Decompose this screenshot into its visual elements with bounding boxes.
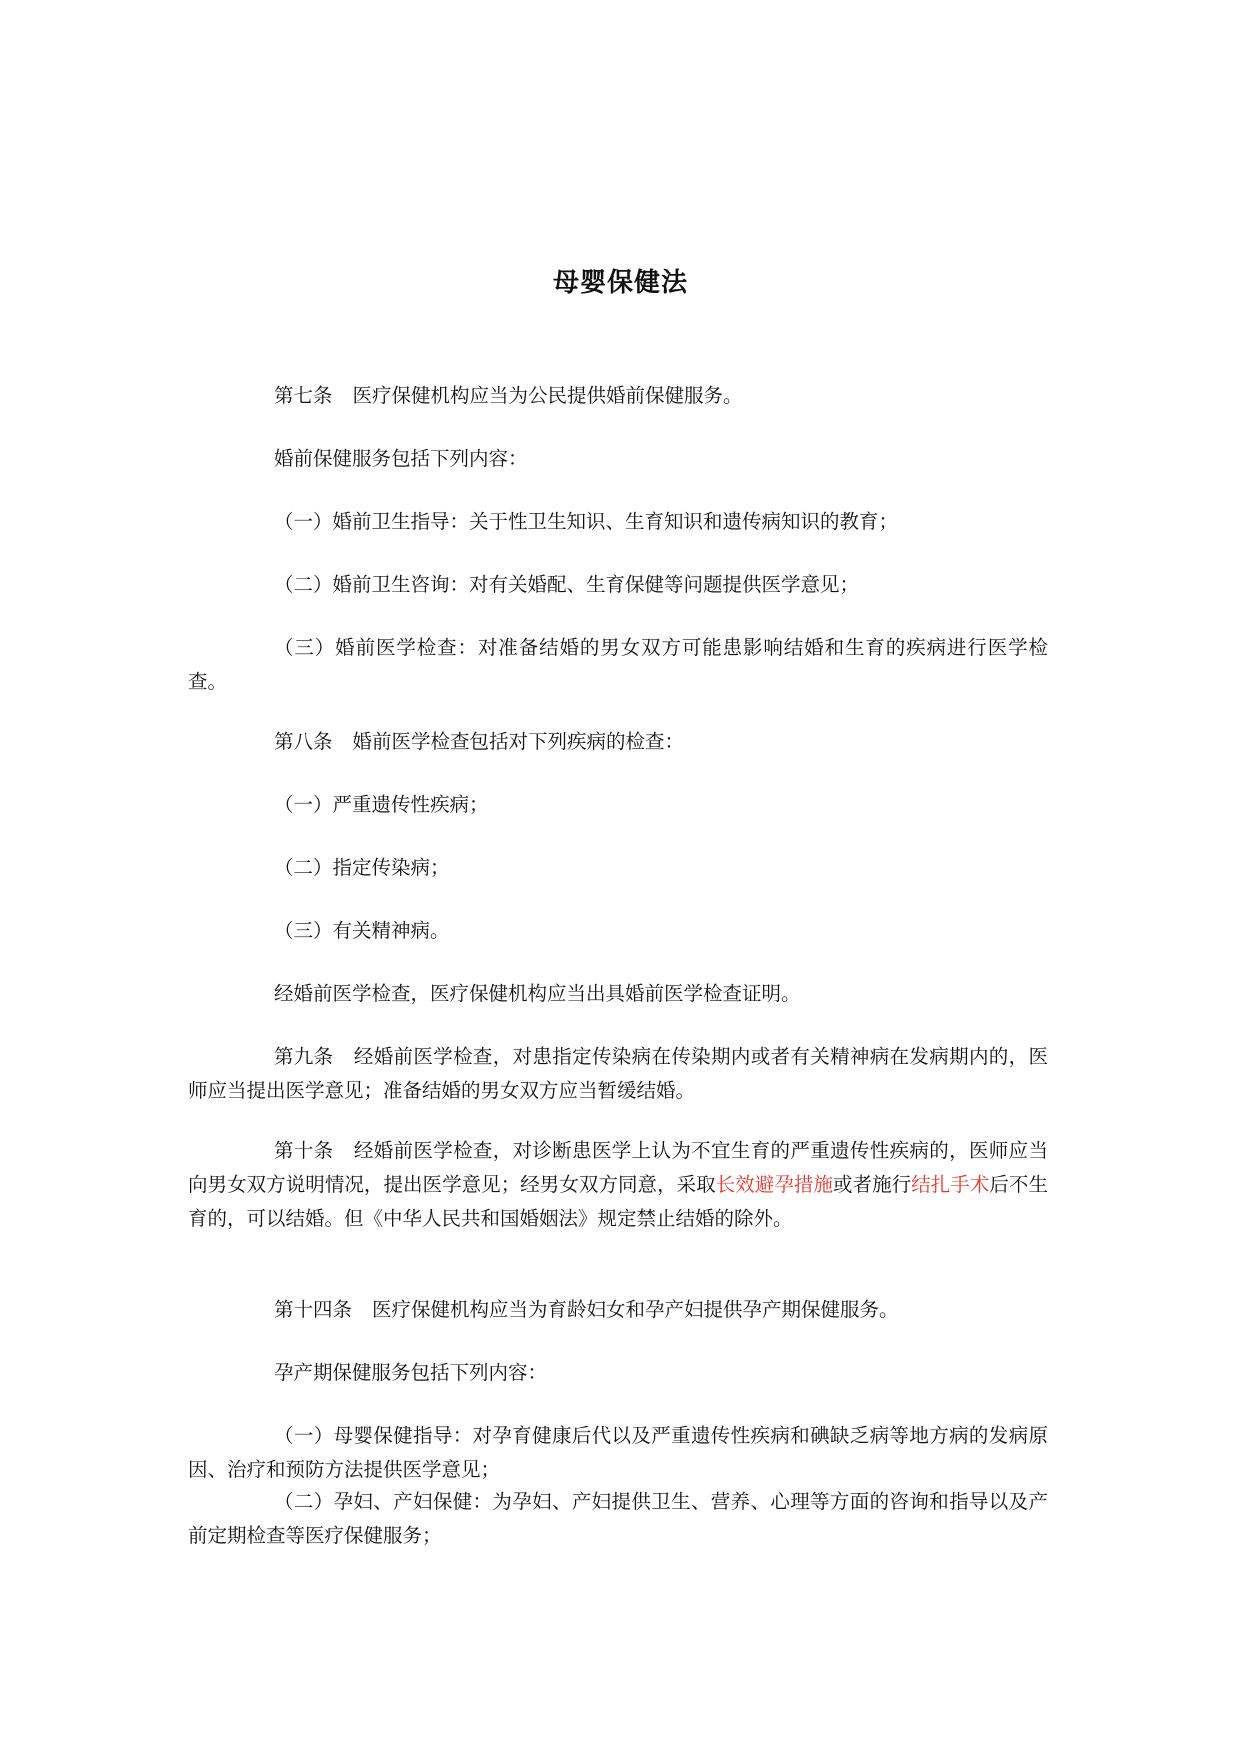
document-title: 母婴保健法 [552, 268, 688, 298]
list-item: （二）孕妇、产妇保健：为孕妇、产妇提供卫生、营养、心理等方面的咨询和指导以及产前定期检查等医疗保健服务； [188, 1490, 1048, 1547]
article-text: 后不生育的，可以结婚。但《中华人民共和国婚姻法》规定禁止结婚的除外。 [188, 1173, 1048, 1230]
paragraph: 孕产期保健服务包括下列内容： [274, 1361, 548, 1384]
article-7 [188, 379, 1048, 413]
article-number: 第十四条 [274, 1298, 353, 1321]
article-9 [188, 1040, 1048, 1108]
list-item: （一）严重遗传性疾病； [274, 793, 489, 816]
article-text: 医疗保健机构应当为公民提供婚前保健服务。 [352, 384, 743, 407]
list-item: （三）婚前医学检查：对准备结婚的男女双方可能患影响结婚和生育的疾病进行医学检查。 [188, 636, 1048, 693]
article-number: 第九条 [274, 1045, 334, 1068]
paragraph: 婚前保健服务包括下列内容： [274, 447, 528, 470]
article-text: 或者施行 [833, 1173, 912, 1196]
list-item: （二）指定传染病； [274, 856, 450, 879]
highlight-contraception[interactable]: 长效避孕措施 [715, 1173, 833, 1196]
article-14 [188, 1293, 1048, 1327]
article-10 [188, 1134, 1048, 1236]
article-number: 第十条 [274, 1139, 334, 1162]
article-text: 医疗保健机构应当为育龄妇女和孕产妇提供孕产期保健服务。 [372, 1298, 899, 1321]
highlight-ligation[interactable]: 结扎手术 [911, 1173, 990, 1196]
list-item: （一）母婴保健指导：对孕育健康后代以及严重遗传性疾病和碘缺乏病等地方病的发病原因、治疗和预防方法提供医学意见； [188, 1424, 1048, 1481]
article-number: 第七条 [274, 384, 333, 407]
paragraph: 经婚前医学检查，医疗保健机构应当出具婚前医学检查证明。 [274, 982, 801, 1005]
article-text: 经婚前医学检查，对诊断患医学上认为不宜生育的严重遗传性疾病的，医师应当向男女双方说明情况，提出医学意见；经男女双方同意，采取 [188, 1139, 1048, 1196]
list-item: （一）婚前卫生指导：关于性卫生知识、生育知识和遗传病知识的教育； [274, 510, 899, 533]
article-text: 婚前医学检查包括对下列疾病的检查： [352, 730, 685, 753]
article-text: 经婚前医学检查，对患指定传染病在传染期内或者有关精神病在发病期内的，医师应当提出医学意见；准备结婚的男女双方应当暂缓结婚。 [188, 1045, 1048, 1102]
list-item: （三）有关精神病。 [274, 919, 450, 942]
article-number: 第八条 [274, 730, 333, 753]
article-8 [188, 725, 1048, 759]
list-item: （二）婚前卫生咨询：对有关婚配、生育保健等问题提供医学意见； [274, 573, 860, 596]
